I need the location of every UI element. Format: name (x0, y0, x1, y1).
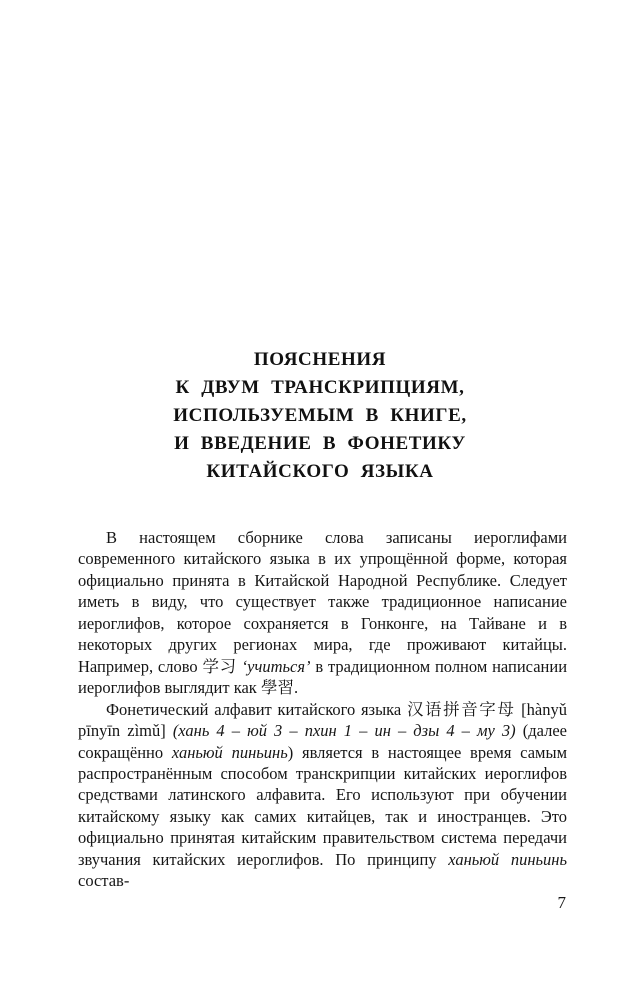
text-segment: ) является в настоящее время самым распространённым способом транскрипции китайских иероглифов средствами латинского алфавита. Его используют при обучении китайскому языку как самих китайцев, так и иностранцев. Это официально принятая китайским правительством система передачи звучания китайских иероглифов. По принципу (78, 742, 568, 869)
text-segment: состав- (78, 871, 130, 891)
cjk-text-traditional: 學習 (260, 678, 294, 698)
italic-text-hanyu-pinyin-2: ханьюй пиньинь (448, 849, 567, 869)
text-segment-pinyin: [hànyǔ pīnyīn zìmǔ] (78, 699, 567, 741)
chapter-title-line-1: ПОЯСНЕНИЯ (253, 349, 387, 370)
cjk-text-pinyin-name: 汉语拼音字母 (406, 699, 516, 719)
italic-text: ‘учиться’ (236, 656, 311, 676)
chapter-title-line-4: И ВВЕДЕНИЕ В ФОНЕТИКУ (174, 433, 466, 454)
body-text (78, 527, 567, 892)
page-number: 7 (557, 893, 566, 912)
chapter-title (0, 346, 640, 486)
text-segment: . (293, 678, 299, 698)
paragraph-1 (78, 527, 567, 699)
paragraph-2 (78, 699, 567, 892)
cjk-text-simplified: 学习 (202, 656, 237, 676)
text-segment: в традиционном полном написании иероглифов выглядит как (78, 656, 568, 698)
chapter-title-line-3: ИСПОЛЬЗУЕМЫМ В КНИГЕ, (173, 405, 467, 426)
italic-text-transcription: (хань 4 – юй 3 – пхин 1 – ин – дзы 4 – му 3) (172, 721, 516, 741)
chapter-title-line-5: КИТАЙСКОГО ЯЗЫКА (206, 461, 434, 482)
text-segment: (далее сокращённо (78, 721, 567, 762)
text-segment: Фонетический алфавит китайского языка (106, 699, 407, 719)
chapter-title-line-2: К ДВУМ ТРАНСКРИПЦИЯМ, (175, 377, 465, 398)
text-segment: В настоящем сборнике слова записаны иероглифами современного китайского языка в их упрощённой форме, которая официально принята в Китайской Народной Республике. Следует иметь в виду, что существует также традиционное написание иероглифов, которое сохраняется в Гонконге, на Тайване и в некоторых других регионах мира, где проживают китайцы. Например, слово (78, 528, 567, 676)
italic-text-hanyu-pinyin: ханьюй пиньинь (171, 742, 288, 762)
